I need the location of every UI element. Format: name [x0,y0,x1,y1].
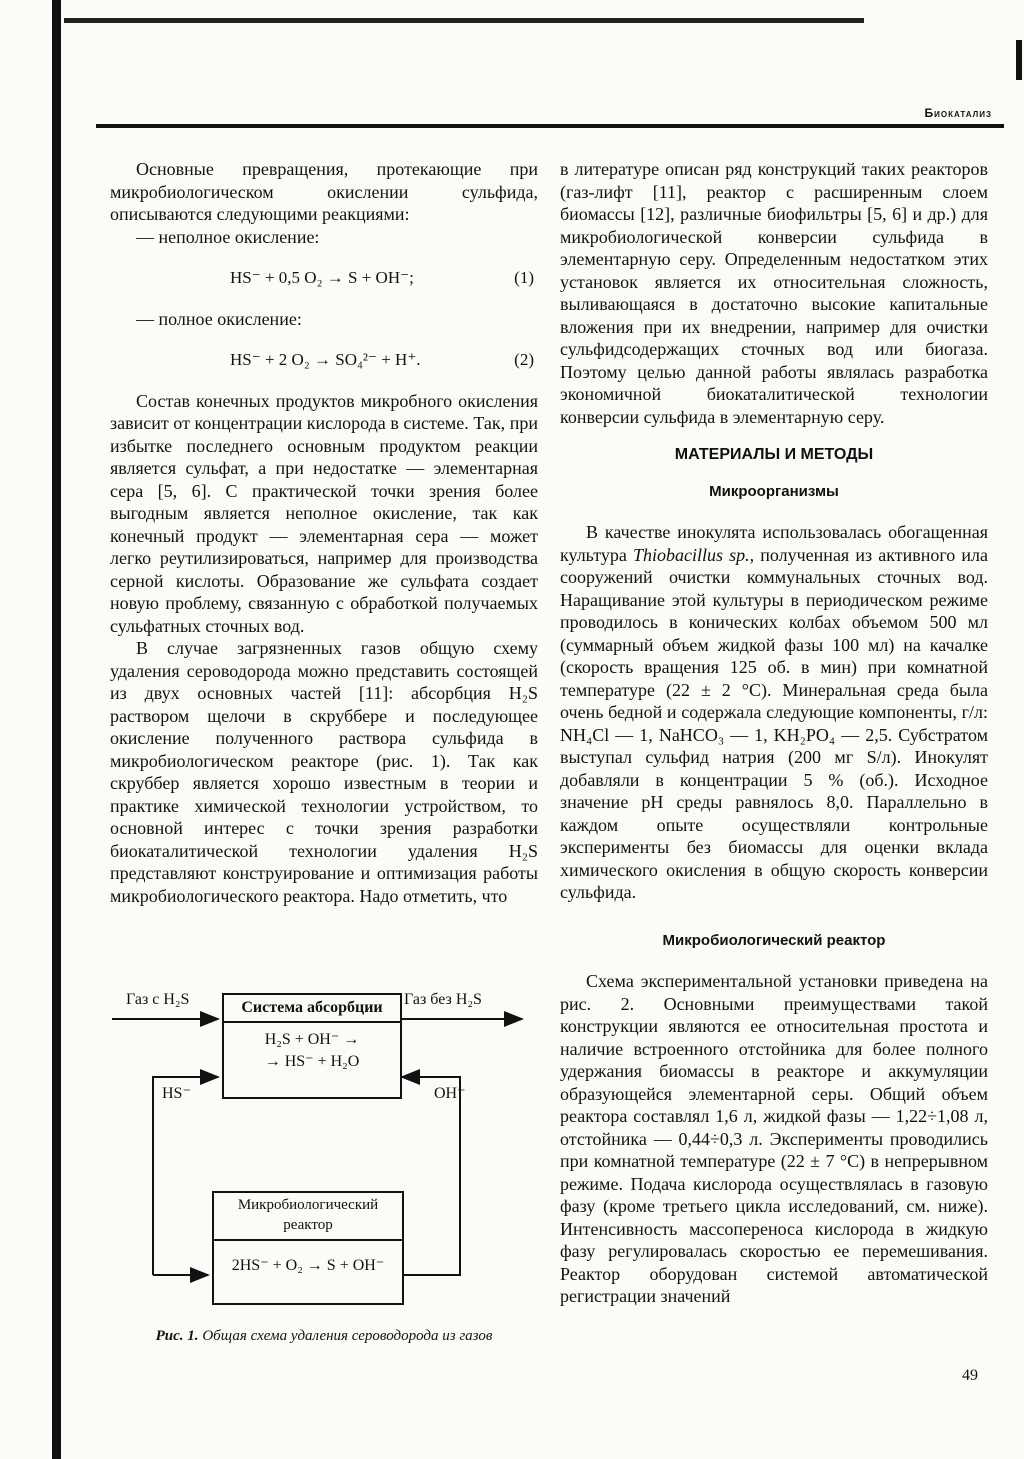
figure-1-diagram [108,985,538,1315]
scan-top-edge [64,18,864,23]
list-item-incomplete-oxidation: — неполное окисление: [136,226,320,247]
absorption-line-2: → HS⁻ + H₂O [264,1053,360,1070]
hs-return-arrow [153,1077,218,1275]
formula-2-expression: HS⁻ + 2 O₂ → SO₄²⁻ + H⁺. [230,350,421,369]
species-name: Thiobacillus sp. [632,544,750,565]
subsection-title-microorganisms: Микроорганизмы [709,482,839,500]
paragraph-microorganisms-a: В качестве инокулята использовалась обогащенная культура [560,522,988,565]
absorption-reaction [224,1023,400,1073]
right-column [560,158,988,1308]
absorption-line-1: H₂S + OH⁻ → [264,1031,360,1048]
intro-paragraph: Основные превращения, протекающие при микробиологическом окислении сульфида, описываются следующими реакциями: [110,159,538,224]
scan-left-edge [52,0,61,1459]
paragraph-products: Состав конечных продуктов микробного окисления зависит от концентрации кислорода в системе. Так, при избытке последнего основным продуктом реакции является сульфат, а при недостатке — элементарная сера [5, 6]. С практической точки зрения более выгодным является неполное окисление, так как конечный продукт — элементарная сера — может легко реутилизироваться, например для производства серной кислоты. Образование же сульфата создает новую проблему, связанную с обработкой получаемых сульфатных сточных вод. [110,390,538,636]
running-head: Биокатализ [924,106,992,120]
formula-1-number: (1) [514,268,534,287]
formula-2-number: (2) [514,350,534,369]
paragraph-literature: в литературе описан ряд конструкций таких реакторов (газ-лифт [11], реактор с расширенным слоем биомассы [12], различные биофильтры [5, 6] и др.) для микробиологической конверсии сульфида в элементарную серу. Определенным недостатком этих установок является их относительная сложность, выливающаяся в достаточно высокие капитальные вложения при их внедрении, например для очистки сульфидсодержащих сточных вод или биогаза. Поэтому целью данной работы являлась разработка экономичной биокаталитической технологии конверсии сульфида в элементарную серу. [560,159,988,427]
figure-1-caption [110,1328,538,1345]
hs-label: HS⁻ [162,1085,191,1102]
reactor-title [214,1193,402,1241]
reactor-reaction: 2HS⁻ + O₂ → S + OH⁻ [231,1257,385,1274]
paragraph-microorganisms [560,521,988,904]
gas-in-label: Газ с H₂S [126,991,190,1008]
scan-corner-mark [1016,40,1022,80]
list-item-complete-oxidation: — полное окисление: [136,308,302,329]
caption-label: Рис. 1. [155,1328,199,1344]
left-column [110,158,538,907]
paragraph-gas-scheme: В случае загрязненных газов общую схему удаления сероводорода можно представить состоящей из двух основных частей [11]: абсорбция H₂S раствором щелочи в скруббере и последующее окисление полученного раствора сульфида в микробиологическом реакторе (рис. 1). Так как скруббер является хорошо известным в теории и практике химической технологии устройством, то основной интерес с точки зрения разработки биокаталитической технологии удаления H₂S представляют конструирование и оптимизация работы микробиологического реактора. Надо отметить, что [110,638,538,906]
paragraph-reactor: Схема экспериментальной установки приведена на рис. 2. Основными преимуществами такой конструкции являются ее относительная простота и наличие встроенного отстойника для более полного удержания биомассы в реакторе и аккумуляции образующейся элементарной серы. Общий объем реактора составлял 1,6 л, жидкой фазы — 1,22÷1,08 л, отстойника — 0,44÷0,3 л. Эксперименты проводились при комнатной температуре (22 ± 7 °С) в непрерывном режиме. Подача кислорода осуществлялась в газовую фазу (кроме третьего цикла исследований, см. ниже). Интенсивность массопереноса кислорода в жидкую фазу регулировалась скоростью ее перемешивания. Реактор оборудован системой автоматической регистрации значений [560,971,988,1306]
formula-1 [110,267,538,290]
gas-out-label: Газ без H₂S [404,991,482,1008]
absorption-box [222,993,402,1099]
reactor-title-line-1: Микробиологический [237,1197,379,1213]
header-rule [96,124,1004,128]
formula-1-expression: HS⁻ + 0,5 O₂ → S + OH⁻; [230,268,414,287]
oh-return-arrow [402,1077,460,1275]
absorption-title: Система абсорбции [224,995,400,1023]
formula-2 [110,349,538,372]
section-title-materials-methods: МАТЕРИАЛЫ И МЕТОДЫ [674,446,874,463]
paragraph-microorganisms-b: , полученная из активного ила сооружений очистки коммунальных сточных вод. Наращивание этой культуры в периодическом режиме проводилось в конических колбах объемом 500 мл (суммарный объем жидкой фазы 100 мл) на качалке (скорость вращения 125 об. в мин) при комнатной температуре (22 ± 2 °С). Минеральная среда была очень бедной и содержала следующие компоненты, г/л: NH₄Cl — 1, NaHCO₃ — 1, KH₂PO₄ — 2,5. Субстратом выступал сульфид натрия (200 мг S/л). Инокулят добавляли в концентрации 5 % (об.). Исходное значение pH среды равнялось 8,0. Параллельно в каждом опыте осуществляли контрольные эксперименты без биомассы для оценки вклада химического окисления в общую скорость конверсии сульфида. [560,544,989,902]
reactor-box [212,1191,404,1305]
oh-label: OH⁻ [434,1085,466,1102]
subsection-title-reactor: Микробиологический реактор [662,931,886,949]
reactor-title-line-2: реактор [283,1217,333,1233]
caption-text: Общая схема удаления сероводорода из газов [202,1328,493,1344]
page-number: 49 [962,1367,978,1384]
